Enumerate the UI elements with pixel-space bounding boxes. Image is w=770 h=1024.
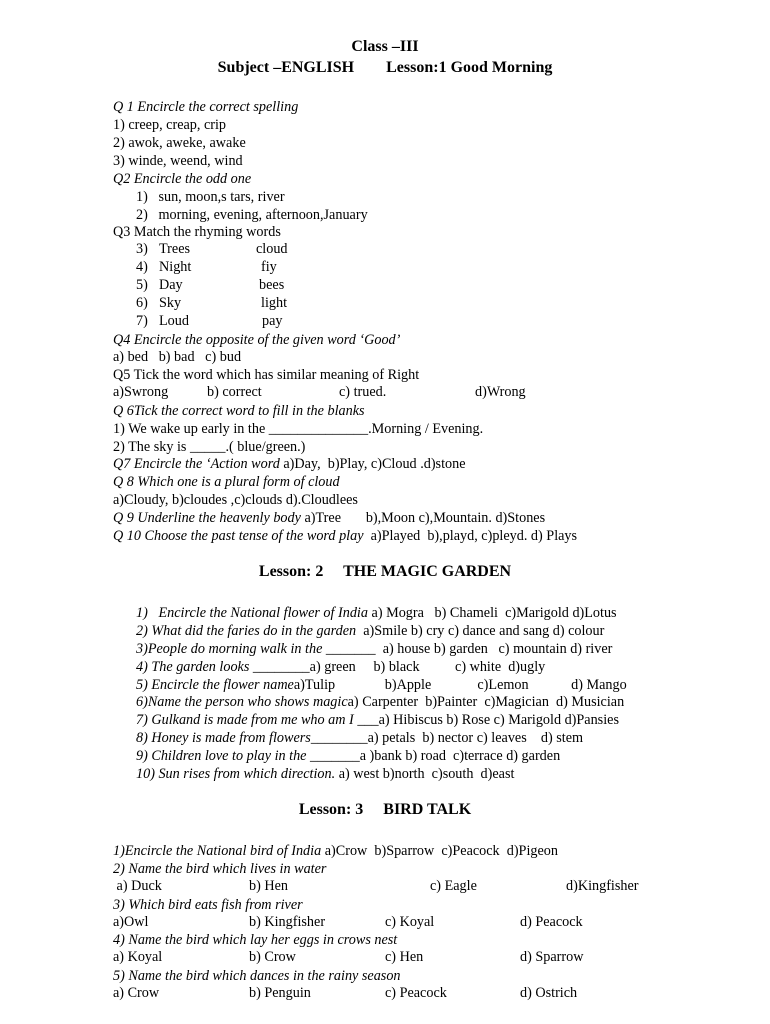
l1-q3-right: fiy (261, 259, 277, 275)
l1-q3-num: 6) (136, 295, 148, 311)
l1-q3-num: 4) (136, 259, 148, 275)
l1-q2-opt1: 1) sun, moon,s tars, river (136, 189, 285, 205)
l1-q7-question: Q7 Encircle the ‘Action word (113, 456, 280, 472)
lesson1-label: Lesson:1 Good Morning (386, 59, 553, 76)
l1-q6: Q 6Tick the correct word to fill in the blanks (113, 403, 365, 419)
l1-q2: Q2 Encircle the odd one (113, 171, 252, 187)
l2-question: 3)People do morning walk in the _______ (136, 641, 376, 657)
l1-q3-num: 7) (136, 313, 148, 329)
l3-q1 (113, 842, 558, 860)
l2-item (136, 640, 612, 658)
l3-q5: 5) Name the bird which dances in the rainy season (113, 968, 401, 984)
l1-q3-left: Day (159, 277, 183, 293)
l1-q7-options: a)Day, b)Play, c)Cloud .d)stone (279, 456, 466, 472)
l2-item (136, 747, 560, 765)
l1-q9-question: Q 9 Underline the heavenly body (113, 510, 301, 526)
l1-q6-item1: 1) We wake up early in the ______________.Morning / Evening. (113, 421, 484, 437)
class-heading: Class –III (351, 38, 419, 55)
l3-q3: 3) Which bird eats fish from river (113, 897, 303, 913)
l2-item (136, 711, 619, 729)
lesson3-title: Lesson: 3 BIRD TALK (298, 801, 472, 818)
l3-option: a) Crow (113, 985, 160, 1001)
l1-q3-num: 5) (136, 277, 148, 293)
l2-item (136, 676, 627, 694)
l1-q1-opt2: 2) awok, aweke, awake (113, 135, 246, 151)
l1-q2-opt2: 2) morning, evening, afternoon,January (136, 207, 368, 223)
l1-q3-right: cloud (256, 241, 288, 257)
l1-q3-num: 3) (136, 241, 148, 257)
l1-q5: Q5 Tick the word which has similar meaning of Right (113, 367, 420, 383)
l1-q1: Q 1 Encircle the correct spelling (113, 99, 299, 115)
l1-q3-right: bees (259, 277, 285, 293)
l3-option: d)Kingfisher (566, 878, 639, 894)
l1-q3: Q3 Match the rhyming words (113, 224, 281, 240)
l1-q3-left: Loud (159, 313, 189, 329)
l2-item (136, 658, 545, 676)
lesson2-title: Lesson: 2 THE MAGIC GARDEN (258, 563, 512, 580)
l1-q3-right: light (261, 295, 288, 311)
l2-options: a) west b)north c)south d)east (335, 766, 515, 782)
l3-option: b) Crow (249, 949, 296, 965)
l1-q5-opt-d: d)Wrong (475, 384, 526, 400)
l1-q9-options: a)Tree b),Moon c),Mountain. d)Stones (300, 510, 546, 526)
l1-q5-opt-a: a)Swrong (113, 384, 169, 400)
l1-q4-opts: a) bed b) bad c) bud (113, 349, 242, 365)
l1-q6-item2: 2) The sky is _____.( blue/green.) (113, 439, 306, 455)
l3-q1-question: 1)Encircle the National bird of India (113, 843, 322, 859)
l2-question: 5) Encircle the flower name (136, 677, 294, 693)
l1-q10-question: Q 10 Choose the past tense of the word play (113, 528, 364, 544)
l3-option: c) Koyal (385, 914, 435, 930)
l1-q10 (113, 527, 577, 545)
l2-item (136, 622, 604, 640)
l1-q8-opts: a)Cloudy, b)cloudes ,c)clouds d).Cloudlees (113, 492, 358, 508)
l1-q10-options: a)Played b),playd, c)pleyd. d) Plays (363, 528, 578, 544)
l2-item (136, 729, 583, 747)
l3-option: c) Eagle (430, 878, 477, 894)
l3-option: a) Duck (113, 878, 162, 894)
l1-q3-right: pay (262, 313, 283, 329)
l3-option: c) Hen (385, 949, 424, 965)
l2-question: 4) The garden looks ________ (136, 659, 310, 675)
l2-item (136, 604, 617, 622)
l3-q1-options: a)Crow b)Sparrow c)Peacock d)Pigeon (321, 843, 558, 859)
l1-q5-opt-b: b) correct (207, 384, 262, 400)
l3-option: d) Sparrow (520, 949, 584, 965)
l2-item (136, 693, 624, 711)
l2-options: a) petals b) nector c) leaves d) stem (367, 730, 584, 746)
l2-options: a) Hibiscus b) Rose c) Marigold d)Pansies (378, 712, 619, 728)
l1-q1-opt1: 1) creep, creap, crip (113, 117, 227, 133)
l2-question: 2) What did the faries do in the garden (136, 623, 357, 639)
l1-q1-opt3: 3) winde, weend, wind (113, 153, 243, 169)
l1-q5-opt-c: c) trued. (339, 384, 387, 400)
l2-options: a) Mogra b) Chameli c)Marigold d)Lotus (367, 605, 617, 621)
l2-question: 1) Encircle the National flower of India (136, 605, 368, 621)
l2-options: a) house b) garden c) mountain d) river (375, 641, 613, 657)
l3-option: c) Peacock (385, 985, 447, 1001)
l3-option: a)Owl (113, 914, 149, 930)
l1-q3-left: Sky (159, 295, 182, 311)
l2-options: a) Carpenter b)Painter c)Magician d) Musician (347, 694, 625, 710)
l3-option: b) Hen (249, 878, 289, 894)
l1-q9 (113, 509, 545, 527)
l2-item (136, 765, 514, 783)
l3-q4: 4) Name the bird which lay her eggs in crows nest (113, 932, 398, 948)
l1-q7 (113, 455, 466, 473)
l3-option: a) Koyal (113, 949, 163, 965)
l2-options: a )bank b) road c)terrace d) garden (359, 748, 561, 764)
l2-question: 6)Name the person who shows magic (136, 694, 348, 710)
l2-options: a) green b) black c) white d)ugly (309, 659, 546, 675)
l1-q4: Q4 Encircle the opposite of the given word ‘Good’ (113, 332, 401, 348)
l3-option: d) Peacock (520, 914, 583, 930)
l1-q3-left: Trees (159, 241, 191, 257)
l2-options: a)Smile b) cry c) dance and sang d) colour (356, 623, 605, 639)
subject-label: Subject –ENGLISH (217, 59, 355, 76)
l3-option: b) Penguin (249, 985, 311, 1001)
l2-question: 9) Children love to play in the _______ (136, 748, 360, 764)
l3-option: b) Kingfisher (249, 914, 326, 930)
l2-options: a)Tulip b)Apple c)Lemon d) Mango (293, 677, 627, 693)
l2-question: 8) Honey is made from flowers________ (136, 730, 368, 746)
l3-option: d) Ostrich (520, 985, 578, 1001)
l3-q2: 2) Name the bird which lives in water (113, 861, 327, 877)
l2-question: 10) Sun rises from which direction. (136, 766, 336, 782)
l2-question: 7) Gulkand is made from me who am I ___ (136, 712, 379, 728)
subject-heading (0, 59, 770, 77)
l1-q8: Q 8 Which one is a plural form of cloud (113, 474, 340, 490)
l1-q3-left: Night (159, 259, 192, 275)
